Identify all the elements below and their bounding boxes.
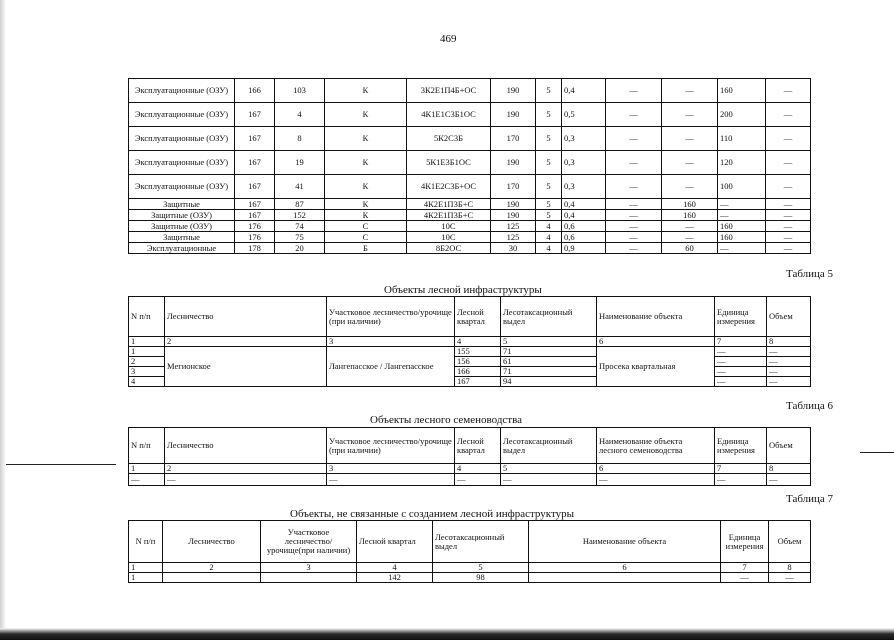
value-cell: — <box>606 103 662 127</box>
column-number: 4 <box>357 563 433 573</box>
table7-header-cell: Единица измерения <box>721 521 769 563</box>
column-number: 2 <box>165 464 327 474</box>
density-cell: 0,3 <box>562 175 606 199</box>
age-cell: 190 <box>491 199 536 210</box>
column-number: 2 <box>163 563 261 573</box>
value-cell: — <box>606 221 662 232</box>
table5-title: Объекты лесной инфраструктуры <box>384 284 542 296</box>
empty-cell: — <box>501 474 597 486</box>
column-number: 8 <box>767 464 811 474</box>
value-cell: — <box>662 221 718 232</box>
class-cell: 5 <box>536 127 562 151</box>
table7-header-cell: N п/п <box>129 521 163 563</box>
district-cell: Лангепасское / Лангепасское <box>327 347 455 387</box>
density-cell: 0,4 <box>562 79 606 103</box>
table5-header-cell: Лесотаксационный выдел <box>501 297 597 337</box>
column-number: 1 <box>129 563 163 573</box>
value-cell: — <box>766 127 811 151</box>
allotment-cell: 41 <box>275 175 325 199</box>
column-number: 5 <box>501 464 597 474</box>
table6-title: Объекты лесного семеноводства <box>370 414 523 426</box>
table7-title: Объекты, не связанные с созданием лесной инфраструктуры <box>290 508 575 520</box>
value-cell: 160 <box>718 221 766 232</box>
species-cell: К <box>325 127 407 151</box>
table5-label: Таблица 5 <box>786 268 834 280</box>
class-cell: 5 <box>536 199 562 210</box>
table-row <box>129 232 811 243</box>
value-cell: 160 <box>718 79 766 103</box>
allotment-cell: 71 <box>501 347 597 357</box>
value-cell: — <box>766 210 811 221</box>
seed-table <box>128 427 811 486</box>
value-cell: — <box>606 210 662 221</box>
quarter-cell: 167 <box>235 199 275 210</box>
species-cell: К <box>325 79 407 103</box>
volume-cell: — <box>767 357 811 367</box>
quarter-cell: 176 <box>235 232 275 243</box>
value-cell: 120 <box>718 151 766 175</box>
allotment-cell: 94 <box>501 377 597 387</box>
column-number: 1 <box>129 337 165 347</box>
column-number: 8 <box>769 563 811 573</box>
composition-cell: 4К2Е1П3Б+С <box>407 210 491 221</box>
quarter-cell: 167 <box>235 175 275 199</box>
age-cell: 170 <box>491 175 536 199</box>
volume-cell: — <box>769 573 811 583</box>
class-cell: 5 <box>536 79 562 103</box>
value-cell: 200 <box>718 103 766 127</box>
allotment-cell: 61 <box>501 357 597 367</box>
age-cell: 125 <box>491 232 536 243</box>
column-number: 5 <box>433 563 529 573</box>
composition-cell: 5К1Е3Б1ОС <box>407 151 491 175</box>
table6-header-cell: Единица измерения <box>715 428 767 464</box>
category-cell: Защитные <box>129 232 235 243</box>
column-number: 6 <box>597 337 715 347</box>
column-number: 4 <box>455 337 501 347</box>
column-number: 7 <box>715 337 767 347</box>
species-cell: Б <box>325 243 407 254</box>
density-cell: 0,9 <box>562 243 606 254</box>
table7-header-cell: Лесничество <box>163 521 261 563</box>
density-cell: 0,6 <box>562 232 606 243</box>
composition-cell: 4К1Е2С3Б+ОС <box>407 175 491 199</box>
value-cell: — <box>662 232 718 243</box>
district-cell <box>261 573 357 583</box>
age-cell: 190 <box>491 103 536 127</box>
value-cell: 60 <box>662 243 718 254</box>
table-row <box>129 151 811 175</box>
empty-cell: — <box>327 474 455 486</box>
density-cell: 0,3 <box>562 151 606 175</box>
table5-header-cell: Участковое лесничество/урочище (при наличии) <box>327 297 455 337</box>
species-cell: К <box>325 151 407 175</box>
table5-header-cell: Лесничество <box>165 297 327 337</box>
table-row <box>129 103 811 127</box>
table5-number-row <box>129 337 811 347</box>
value-cell: 160 <box>718 232 766 243</box>
allotment-cell: 152 <box>275 210 325 221</box>
empty-cell: — <box>715 474 767 486</box>
quarter-cell: 166 <box>455 367 501 377</box>
column-number: 1 <box>129 464 165 474</box>
table-row <box>129 79 811 103</box>
category-cell: Эксплуатационные (ОЗУ) <box>129 79 235 103</box>
age-cell: 190 <box>491 151 536 175</box>
allotment-cell: 4 <box>275 103 325 127</box>
scan-artifact-line <box>860 452 894 453</box>
age-cell: 190 <box>491 210 536 221</box>
category-cell: Эксплуатационные (ОЗУ) <box>129 151 235 175</box>
column-number: 2 <box>165 337 327 347</box>
quarter-cell: 176 <box>235 221 275 232</box>
table6-header-cell: Наименование объекта лесного семеноводства <box>597 428 715 464</box>
density-cell: 0,5 <box>562 103 606 127</box>
value-cell: — <box>766 243 811 254</box>
age-cell: 125 <box>491 221 536 232</box>
scan-left-edge <box>0 0 6 640</box>
value-cell: — <box>606 79 662 103</box>
infrastructure-table <box>128 296 811 387</box>
table-row <box>129 127 811 151</box>
table7-header-cell: Лесотаксационный выдел <box>433 521 529 563</box>
composition-cell: 4К2Е1П3Б+С <box>407 199 491 210</box>
value-cell: — <box>662 175 718 199</box>
table7-header-cell: Лесной квартал <box>357 521 433 563</box>
allotment-cell: 19 <box>275 151 325 175</box>
class-cell: 5 <box>536 151 562 175</box>
value-cell: 160 <box>662 199 718 210</box>
volume-cell: — <box>767 377 811 387</box>
unit-cell: — <box>715 357 767 367</box>
row-number: 1 <box>129 347 165 357</box>
column-number: 4 <box>455 464 501 474</box>
quarter-cell: 167 <box>455 377 501 387</box>
table6-header-cell: Лесничество <box>165 428 327 464</box>
quarter-cell: 156 <box>455 357 501 367</box>
quarter-cell: 166 <box>235 79 275 103</box>
composition-cell: 10С <box>407 221 491 232</box>
allotment-cell: 103 <box>275 79 325 103</box>
object-name-cell <box>529 573 721 583</box>
value-cell: 100 <box>718 175 766 199</box>
quarter-cell: 167 <box>235 127 275 151</box>
quarter-cell: 167 <box>235 151 275 175</box>
table6-header-cell: Участковое лесничество/урочище (при наличии) <box>327 428 455 464</box>
value-cell: — <box>662 151 718 175</box>
value-cell: — <box>718 199 766 210</box>
value-cell: — <box>662 79 718 103</box>
class-cell: 4 <box>536 232 562 243</box>
forestry-cell: Мегионское <box>165 347 327 387</box>
class-cell: 5 <box>536 210 562 221</box>
age-cell: 190 <box>491 79 536 103</box>
value-cell: — <box>766 232 811 243</box>
category-cell: Эксплуатационные <box>129 243 235 254</box>
age-cell: 30 <box>491 243 536 254</box>
row-number: 4 <box>129 377 165 387</box>
table7-header-cell: Участковое лесничество/урочище(при наличии) <box>261 521 357 563</box>
species-cell: С <box>325 221 407 232</box>
unit-cell: — <box>715 377 767 387</box>
value-cell: — <box>606 199 662 210</box>
column-number: 5 <box>501 337 597 347</box>
table7-header-cell: Объем <box>769 521 811 563</box>
table5-header-cell: Единица измерения <box>715 297 767 337</box>
quarter-cell: 167 <box>235 210 275 221</box>
table-row <box>129 221 811 232</box>
column-number: 7 <box>721 563 769 573</box>
column-number: 6 <box>529 563 721 573</box>
density-cell: 0,3 <box>562 127 606 151</box>
class-cell: 4 <box>536 221 562 232</box>
value-cell: — <box>662 103 718 127</box>
empty-cell: — <box>165 474 327 486</box>
category-cell: Эксплуатационные (ОЗУ) <box>129 103 235 127</box>
table-row <box>129 210 811 221</box>
value-cell: — <box>766 79 811 103</box>
allotment-cell: 20 <box>275 243 325 254</box>
value-cell: — <box>606 175 662 199</box>
value-cell: — <box>766 199 811 210</box>
class-cell: 5 <box>536 175 562 199</box>
table7-header-cell: Наименование объекта <box>529 521 721 563</box>
table6-header-cell: Лесной квартал <box>455 428 501 464</box>
unit-cell: — <box>721 573 769 583</box>
column-number: 3 <box>261 563 357 573</box>
table-row <box>129 243 811 254</box>
category-cell: Защитные (ОЗУ) <box>129 210 235 221</box>
composition-cell: 10С <box>407 232 491 243</box>
table6-number-row <box>129 464 811 474</box>
allotment-cell: 8 <box>275 127 325 151</box>
composition-cell: 8Б2ОС <box>407 243 491 254</box>
table6-header-cell: Лесотаксационный выдел <box>501 428 597 464</box>
empty-cell: — <box>129 474 165 486</box>
value-cell: 110 <box>718 127 766 151</box>
felling-table <box>128 78 811 254</box>
category-cell: Защитные (ОЗУ) <box>129 221 235 232</box>
table5-header-row <box>129 297 811 337</box>
species-cell: К <box>325 103 407 127</box>
table5-header-cell: N п/п <box>129 297 165 337</box>
quarter-cell: 167 <box>235 103 275 127</box>
column-number: 3 <box>327 464 455 474</box>
table7-label: Таблица 7 <box>786 493 834 505</box>
row-number: 1 <box>129 573 163 583</box>
value-cell: — <box>606 127 662 151</box>
table5-header-cell: Наименование объекта <box>597 297 715 337</box>
row-number: 2 <box>129 357 165 367</box>
row-number: 3 <box>129 367 165 377</box>
value-cell: — <box>718 210 766 221</box>
column-number: 8 <box>767 337 811 347</box>
table5-header-cell: Лесной квартал <box>455 297 501 337</box>
category-cell: Эксплуатационные (ОЗУ) <box>129 175 235 199</box>
species-cell: К <box>325 210 407 221</box>
volume-cell: — <box>767 347 811 357</box>
table6-header-cell: Объем <box>767 428 811 464</box>
quarter-cell: 155 <box>455 347 501 357</box>
value-cell: — <box>766 151 811 175</box>
species-cell: К <box>325 199 407 210</box>
volume-cell: — <box>767 367 811 377</box>
allotment-cell: 71 <box>501 367 597 377</box>
table7-header-row <box>129 521 811 563</box>
object-name-cell: Просека квартальная <box>597 347 715 387</box>
column-number: 7 <box>715 464 767 474</box>
value-cell: — <box>718 243 766 254</box>
table-row <box>129 474 811 486</box>
class-cell: 4 <box>536 243 562 254</box>
species-cell: С <box>325 232 407 243</box>
density-cell: 0,4 <box>562 210 606 221</box>
empty-cell: — <box>767 474 811 486</box>
column-number: 6 <box>597 464 715 474</box>
other-objects-table <box>128 520 811 583</box>
table-row <box>129 347 811 357</box>
density-cell: 0,6 <box>562 221 606 232</box>
quarter-cell: 142 <box>357 573 433 583</box>
value-cell: — <box>662 127 718 151</box>
scan-artifact-line <box>6 464 116 465</box>
density-cell: 0,4 <box>562 199 606 210</box>
composition-cell: 5К2С3Б <box>407 127 491 151</box>
allotment-cell: 87 <box>275 199 325 210</box>
allotment-cell: 98 <box>433 573 529 583</box>
scan-bottom-edge <box>0 628 894 640</box>
allotment-cell: 75 <box>275 232 325 243</box>
table-row <box>129 573 811 583</box>
table-row <box>129 199 811 210</box>
empty-cell: — <box>455 474 501 486</box>
category-cell: Защитные <box>129 199 235 210</box>
composition-cell: 4К1Е1С3Б1ОС <box>407 103 491 127</box>
allotment-cell: 74 <box>275 221 325 232</box>
category-cell: Эксплуатационные (ОЗУ) <box>129 127 235 151</box>
value-cell: — <box>606 151 662 175</box>
empty-cell: — <box>597 474 715 486</box>
table-row <box>129 175 811 199</box>
quarter-cell: 178 <box>235 243 275 254</box>
composition-cell: 3К2Е1П4Б+ОС <box>407 79 491 103</box>
unit-cell: — <box>715 367 767 377</box>
table6-header-cell: N п/п <box>129 428 165 464</box>
table6-header-row <box>129 428 811 464</box>
species-cell: К <box>325 175 407 199</box>
page-number: 469 <box>440 33 457 45</box>
value-cell: 160 <box>662 210 718 221</box>
column-number: 3 <box>327 337 455 347</box>
age-cell: 170 <box>491 127 536 151</box>
table7-number-row <box>129 563 811 573</box>
table5-header-cell: Объем <box>767 297 811 337</box>
forestry-cell <box>163 573 261 583</box>
value-cell: — <box>766 221 811 232</box>
value-cell: — <box>766 175 811 199</box>
class-cell: 5 <box>536 103 562 127</box>
value-cell: — <box>606 232 662 243</box>
unit-cell: — <box>715 347 767 357</box>
value-cell: — <box>606 243 662 254</box>
table6-label: Таблица 6 <box>786 400 834 412</box>
value-cell: — <box>766 103 811 127</box>
